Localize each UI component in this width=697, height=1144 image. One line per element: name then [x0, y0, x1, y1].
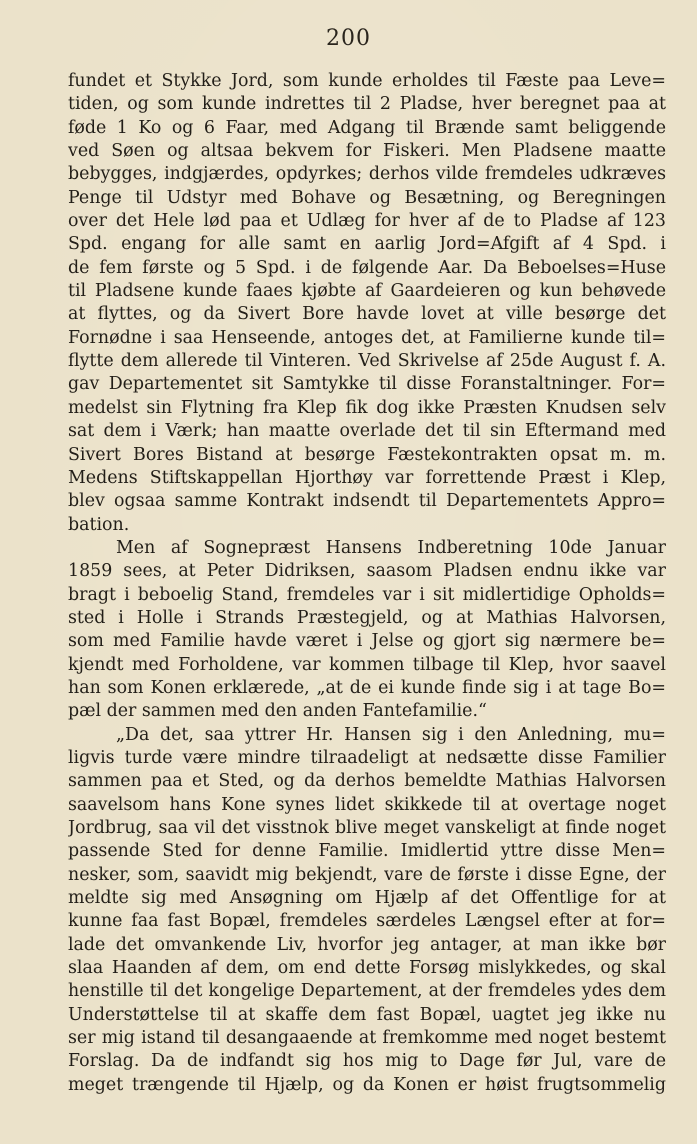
text-line: gav Departementet sit Samtykke til disse Foranstaltninger. For=: [68, 374, 666, 395]
text-line: henstille til det kongelige Departement, at der fremdeles ydes dem: [68, 981, 666, 1002]
text-line: 1859 sees, at Peter Didriksen, saasom Pladsen endnu ikke var: [68, 561, 666, 582]
text-line: nesker, som, saavidt mig bekjendt, vare de første i disse Egne, der: [68, 864, 666, 885]
text-line: Fornødne i saa Henseende, antoges det, at Familierne kunde til=: [68, 327, 666, 348]
text-line: fundet et Stykke Jord, som kunde erholdes til Fæste paa Leve=: [68, 71, 666, 91]
text-line: han som Konen erklærede, „at de ei kunde finde sig i at tage Bo=: [68, 677, 666, 698]
text-line: blev ogsaa samme Kontrakt indsendt til Departementets Appro=: [68, 491, 666, 512]
text-line: kjendt med Forholdene, var kommen tilbage til Klep, hvor saavel: [68, 654, 666, 675]
text-line: slaa Haanden af dem, om end dette Forsøg mislykkedes, og skal: [68, 958, 666, 979]
text-line: medelst sin Flytning fra Klep fik dog ikke Præsten Knudsen selv: [68, 397, 666, 418]
text-line: kunne faa fast Bopæl, fremdeles særdeles Længsel efter at for=: [68, 911, 666, 932]
text-line: lade det omvankende Liv, hvorfor jeg antager, at man ikke bør: [68, 934, 666, 955]
text-line: Men af Sognepræst Hansens Indberetning 10de Januar: [116, 537, 666, 558]
text-line: som med Familie havde været i Jelse og gjort sig nærmere be=: [68, 631, 666, 652]
text-line: Sivert Bores Bistand at besørge Fæstekontrakten opsat m. m.: [68, 444, 666, 465]
text-line: til Pladsene kunde faaes kjøbte af Gaardeieren og kun behøvede: [68, 281, 666, 302]
text-line: saavelsom hans Kone synes lidet skikkede til at overtage noget: [68, 794, 666, 815]
text-line: meget trængende til Hjælp, og da Konen er høist frugtsommelig: [68, 1074, 666, 1095]
text-line: at flyttes, og da Sivert Bore havde lovet at ville besørge det: [68, 304, 666, 325]
text-line: Forslag. Da de indfandt sig hos mig to Dage før Jul, vare de: [68, 1051, 666, 1072]
text-line: flytte dem allerede til Vinteren. Ved Skrivelse af 25de August f. A.: [68, 351, 666, 372]
text-line: bation.: [68, 514, 130, 535]
text-line: Penge til Udstyr med Bohave og Besætning, og Beregningen: [68, 187, 666, 208]
text-line: Medens Stiftskappellan Hjorthøy var forrettende Præst i Klep,: [68, 467, 666, 488]
page-number: 200: [326, 26, 371, 51]
body-text: [68, 70, 666, 1097]
text-line: „Da det, saa yttrer Hr. Hansen sig i den Anledning, mu=: [116, 724, 666, 745]
text-line: Spd. engang for alle samt en aarlig Jord=Afgift af 4 Spd. i: [68, 234, 666, 255]
text-line: passende Sted for denne Familie. Imidlertid yttre disse Men=: [68, 841, 666, 862]
text-line: bebygges, indgjærdes, opdyrkes; derhos vilde fremdeles udkræves: [68, 164, 666, 185]
text-line: ser mig istand til desangaaende at fremkomme med noget bestemt: [68, 1028, 666, 1049]
text-line: over det Hele lød paa et Udlæg for hver af de to Pladse af 123: [68, 211, 666, 232]
text-line: Jordbrug, saa vil det visstnok blive meget vanskeligt at finde noget: [68, 818, 666, 838]
text-line: ved Søen og altsaa bekvem for Fiskeri. Men Pladsene maatte: [68, 141, 666, 162]
text-line: bragt i beboelig Stand, fremdeles var i sit midlertidige Opholds=: [68, 584, 666, 605]
text-line: de fem første og 5 Spd. i de følgende Aar. Da Beboelses=Huse: [68, 257, 666, 278]
text-line: tiden, og som kunde indrettes til 2 Pladse, hver beregnet paa at: [68, 94, 666, 115]
text-line: meldte sig med Ansøgning om Hjælp af det Offentlige for at: [68, 888, 666, 909]
text-line: pæl der sammen med den anden Fantefamilie.“: [68, 701, 487, 722]
text-line: sted i Holle i Strands Præstegjeld, og at Mathias Halvorsen,: [68, 607, 666, 628]
text-line: føde 1 Ko og 6 Faar, med Adgang til Brænde samt beliggende: [68, 117, 666, 138]
text-line: ligvis turde være mindre tilraadeligt at nedsætte disse Familier: [68, 747, 666, 768]
text-line: sammen paa et Sted, og da derhos bemeldte Mathias Halvorsen: [68, 771, 666, 792]
text-line: sat dem i Værk; han maatte overlade det til sin Eftermand med: [68, 421, 666, 442]
text-line: Understøttelse til at skaffe dem fast Bopæl, uagtet jeg ikke nu: [68, 1004, 666, 1025]
